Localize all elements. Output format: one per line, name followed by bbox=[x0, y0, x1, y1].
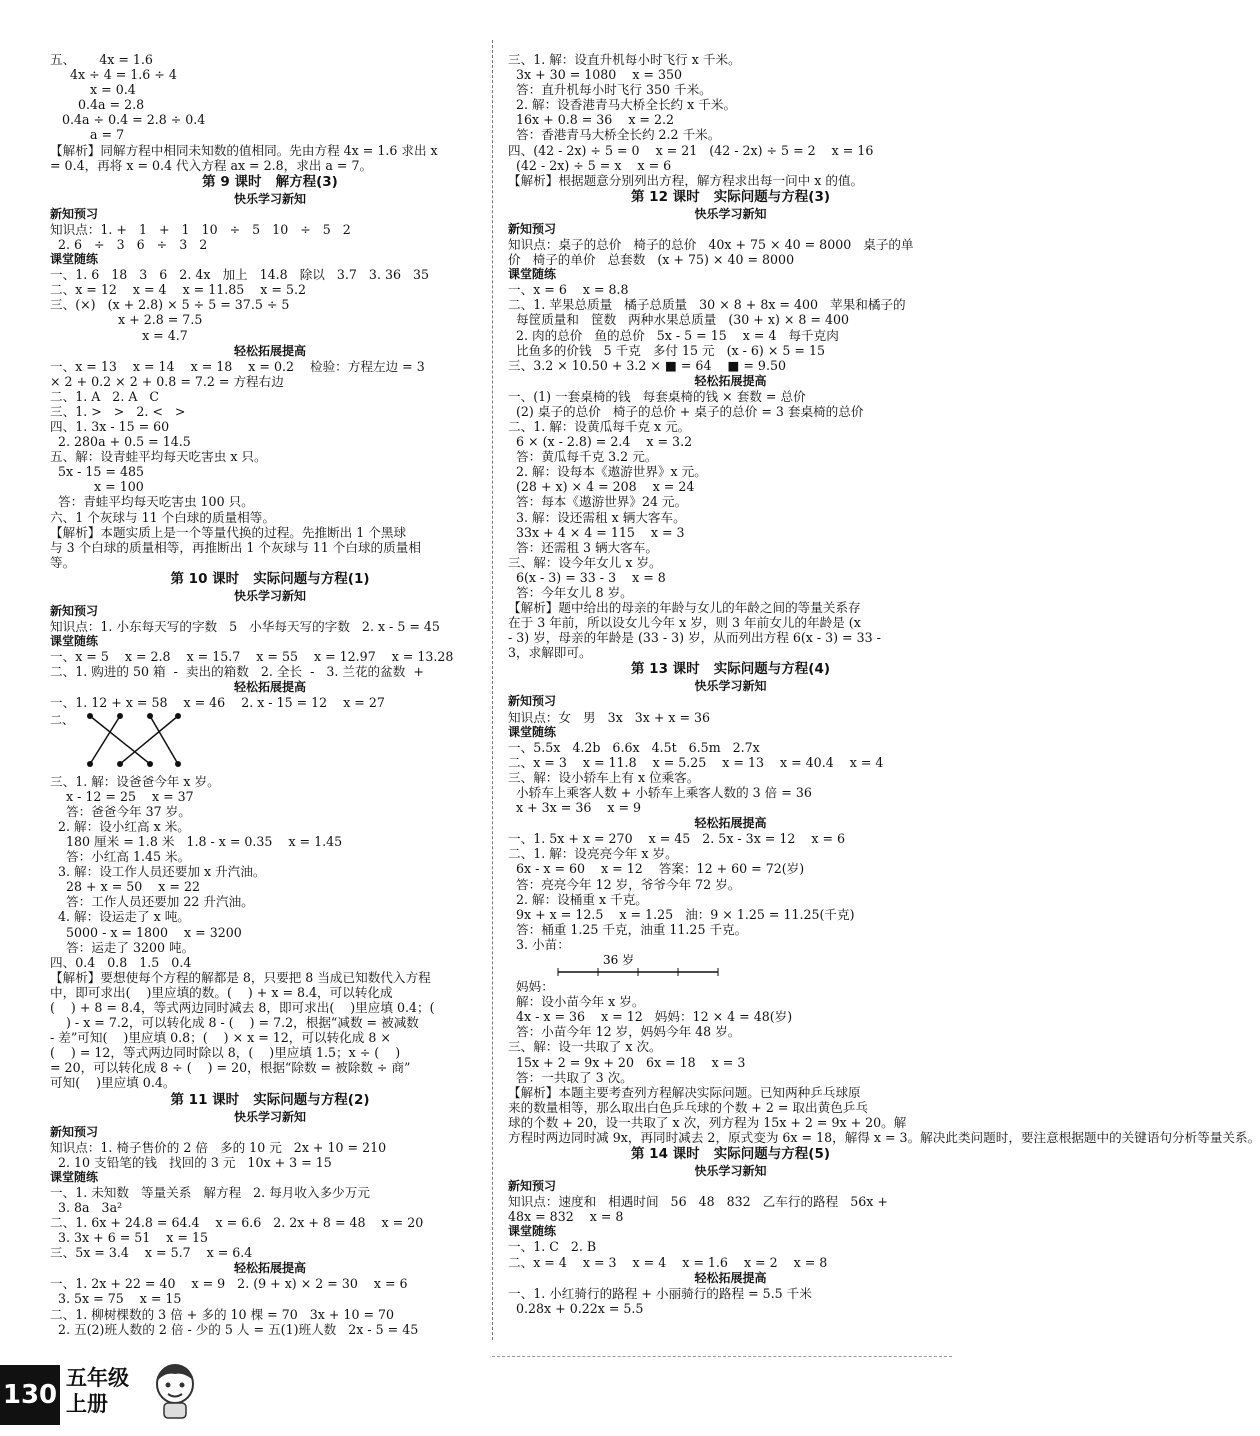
text-line: 知识点：速度和 相遇时间 56 48 832 乙车行的路程 56x + bbox=[508, 1194, 888, 1210]
text-line: 六、1 个灰球与 11 个白球的质量相等。 bbox=[50, 509, 275, 525]
text-line: 答：今年女儿 8 岁。 bbox=[508, 585, 633, 600]
section-subtitle: 快乐学习新知 bbox=[694, 679, 767, 694]
text-line: 答：直升机每小时飞行 350 千米。 bbox=[508, 82, 712, 98]
text-line: 妈妈： bbox=[508, 979, 554, 995]
text-line: 3. 5x = 75 x = 15 bbox=[50, 1291, 182, 1307]
text-line: 解：设小苗今年 x 岁。 bbox=[508, 994, 645, 1010]
text-line: 一、1. 小红骑行的路程 + 小丽骑行的路程 = 5.5 千米 bbox=[508, 1285, 812, 1301]
text-line: 【解析】同解方程中相同未知数的值相同。先由方程 4x = 1.6 求出 x bbox=[50, 142, 438, 158]
grade-label: 五年级 bbox=[66, 1366, 129, 1390]
text-line: 中，即可求出( )里应填的数。( ) + x = 8.4，可以转化成 bbox=[50, 984, 393, 1000]
text-line: 答：还需租 3 辆大客车。 bbox=[508, 539, 658, 555]
text-line: 二、x = 12 x = 4 x = 11.85 x = 5.2 bbox=[50, 282, 306, 298]
text-line: 答：青蛙平均每天吃害虫 100 只。 bbox=[50, 494, 254, 510]
text-line: 15x + 2 = 9x + 20 6x = 18 x = 3 bbox=[508, 1054, 746, 1070]
section-heading: 课堂随练 bbox=[508, 1224, 557, 1239]
text-line: 一、x = 6 x = 8.8 bbox=[508, 282, 629, 298]
text-line: 2. 解：设每本《遨游世界》x 元。 bbox=[508, 464, 707, 480]
text-line: 答：工作人员还要加 22 升汽油。 bbox=[50, 894, 254, 910]
section-heading: 新知预习 bbox=[508, 1179, 557, 1194]
lesson-title: 第 13 课时 实际问题与方程(4) bbox=[630, 661, 831, 678]
segment-label: 36 岁 bbox=[603, 952, 635, 967]
matching-lines-diagram bbox=[50, 710, 250, 770]
section-heading: 新知预习 bbox=[508, 694, 557, 709]
text-line: 答：爸爸今年 37 岁。 bbox=[50, 803, 191, 819]
text-line: 4. 解：设运走了 x 吨。 bbox=[50, 909, 190, 925]
text-line: 2. 五(2)班人数的 2 倍 - 少的 5 人 = 五(1)班人数 2x - 5 = 45 bbox=[50, 1321, 419, 1337]
text-line: 二、1. 苹果总质量 橘子总质量 30 × 8 + 8x = 400 苹果和橘子的 bbox=[508, 297, 906, 313]
text-line: a = 7 bbox=[50, 127, 125, 143]
text-line: 二、1. 柳树棵数的 3 倍 + 多的 10 棵 = 70 3x + 10 = 70 bbox=[50, 1306, 395, 1322]
lesson-title: 第 14 课时 实际问题与方程(5) bbox=[630, 1146, 831, 1163]
section-heading: 新知预习 bbox=[50, 1124, 99, 1139]
text-line: 三、解：设一共取了 x 次。 bbox=[508, 1039, 662, 1055]
text-line: 知识点：1. + 1 + 1 10 ÷ 5 10 ÷ 5 2 bbox=[50, 221, 351, 237]
text-line: 6 × (x - 2.8) = 2.4 x = 3.2 bbox=[508, 434, 693, 450]
section-subtitle: 轻松拓展提高 bbox=[233, 1261, 306, 1276]
text-line: 【解析】题中给出的母亲的年龄与女儿的年龄之间的等量关系存 bbox=[508, 600, 861, 616]
text-line: x + 2.8 = 7.5 bbox=[50, 312, 203, 328]
volume-label: 上册 bbox=[66, 1392, 108, 1416]
text-line: 五、 4x = 1.6 bbox=[50, 52, 153, 67]
text-line: 二、1. 购进的 50 箱 - 卖出的箱数 2. 全长 - 3. 兰花的盆数 + bbox=[50, 664, 424, 680]
text-line: x - 12 = 25 x = 37 bbox=[50, 788, 194, 804]
text-line: 二、x = 3 x = 11.8 x = 5.25 x = 13 x = 40.4 x = 4 bbox=[508, 754, 884, 770]
text-line: 知识点：1. 椅子售价的 2 倍 多的 10 元 2x + 10 = 210 bbox=[50, 1139, 387, 1155]
section-heading: 新知预习 bbox=[50, 603, 99, 618]
section-subtitle: 快乐学习新知 bbox=[694, 206, 767, 221]
text-line: 每筐质量和 筐数 两种水果总质量 (30 + x) × 8 = 400 bbox=[508, 312, 850, 328]
text-line: 可知( )里应填 0.4。 bbox=[50, 1075, 176, 1091]
svg-text:二、: 二、 bbox=[50, 713, 75, 728]
text-line: 二、1. 解：设黄瓜每千克 x 元。 bbox=[508, 418, 691, 434]
text-line: 一、1. 2x + 22 = 40 x = 9 2. (9 + x) × 2 = 30 x = 6 bbox=[50, 1276, 408, 1292]
text-line: 【解析】本题实质上是一个等量代换的过程。先推断出 1 个黑球 bbox=[50, 524, 407, 540]
text-line: x = 100 bbox=[50, 479, 144, 495]
text-line: 知识点：1. 小东每天写的字数 5 小华每天写的字数 2. x - 5 = 45 bbox=[50, 619, 440, 634]
text-line: 4x - x = 36 x = 12 妈妈：12 × 4 = 48(岁) bbox=[508, 1009, 793, 1025]
text-line: 0.28x + 0.22x = 5.5 bbox=[508, 1300, 644, 1316]
text-line: 【解析】根据题意分别列出方程，解方程求出每一问中 x 的值。 bbox=[508, 172, 864, 188]
text-line: 方程时两边同时减 9x，再同时减去 2，原式变为 6x = 18，解得 x = 3。解决此类问题时，要注意根据题中的关键语句分析等量关系。 bbox=[508, 1130, 1260, 1145]
text-line: 3x + 30 = 1080 x = 350 bbox=[508, 67, 683, 83]
text-line: 比鱼多的价钱 5 千克 多付 15 元 (x - 6) × 5 = 15 bbox=[508, 342, 825, 358]
age-segment-diagram bbox=[508, 952, 728, 976]
section-subtitle: 轻松拓展提高 bbox=[233, 680, 306, 695]
text-line: 【解析】要想使每个方程的解都是 8，只要把 8 当成已知数代入方程 bbox=[50, 969, 431, 985]
section-heading: 课堂随练 bbox=[508, 267, 557, 282]
text-line: 180 厘米 = 1.8 米 1.8 - x = 0.35 x = 1.45 bbox=[50, 833, 343, 849]
section-subtitle: 轻松拓展提高 bbox=[233, 343, 306, 358]
text-line: 2. 10 支铅笔的钱 找回的 3 元 10x + 3 = 15 bbox=[50, 1154, 332, 1170]
column-divider bbox=[492, 40, 493, 1340]
text-line: 答：小苗今年 12 岁，妈妈今年 48 岁。 bbox=[508, 1024, 741, 1040]
section-heading: 课堂随练 bbox=[508, 724, 557, 739]
text-line: 2. 解：设小红高 x 米。 bbox=[50, 818, 190, 834]
text-line: (2) 桌子的总价 椅子的总价 + 桌子的总价 = 3 套桌椅的总价 bbox=[508, 403, 864, 419]
text-line: ) - x = 7.2，可以转化成 8 - ( ) = 7.2，根据“减数 = 被减数 bbox=[50, 1015, 419, 1031]
section-subtitle: 快乐学习新知 bbox=[233, 1109, 306, 1124]
text-line: x + 3x = 36 x = 9 bbox=[508, 800, 642, 816]
text-line: 3. 小苗： bbox=[508, 936, 570, 952]
text-line: 48x = 832 x = 8 bbox=[508, 1209, 624, 1225]
text-line: 三、解：设今年女儿 x 岁。 bbox=[508, 554, 662, 570]
text-line: 3，求解即可。 bbox=[508, 645, 592, 661]
text-line: 2. 6 ÷ 3 6 ÷ 3 2 bbox=[50, 236, 208, 252]
text-line: 知识点：女 男 3x 3x + x = 36 bbox=[508, 709, 711, 725]
text-line: 在于 3 年前，所以设女儿今年 x 岁，则 3 年前女儿的年龄是 (x bbox=[508, 615, 861, 631]
text-line: 33x + 4 × 4 = 115 x = 3 bbox=[508, 524, 685, 540]
text-line: x = 4.7 bbox=[50, 327, 188, 343]
text-line: 答：香港青马大桥全长约 2.2 千米。 bbox=[508, 127, 721, 143]
right-column bbox=[508, 52, 1260, 1316]
student-mascot-icon bbox=[150, 1360, 200, 1420]
footer-rule bbox=[492, 1356, 952, 1357]
text-line: (42 - 2x) ÷ 5 = x x = 6 bbox=[508, 157, 672, 173]
section-subtitle: 快乐学习新知 bbox=[233, 191, 306, 206]
text-line: 答：运走了 3200 吨。 bbox=[50, 939, 195, 955]
text-line: 一、1. 未知数 等量关系 解方程 2. 每月收入多少万元 bbox=[50, 1184, 370, 1200]
text-line: 一、1. 12 + x = 58 x = 46 2. x - 15 = 12 x = 27 bbox=[50, 695, 385, 711]
text-line: 球的个数 + 20，设一共取了 x 次，列方程为 15x + 2 = 9x + 20。解 bbox=[508, 1114, 907, 1130]
section-subtitle: 轻松拓展提高 bbox=[694, 373, 767, 388]
text-line: ( ) + 8 = 8.4，等式两边同时减去 8，即可求出( )里应填 0.4；( bbox=[50, 999, 435, 1015]
text-line: 三、5x = 3.4 x = 5.7 x = 6.4 bbox=[50, 1245, 253, 1261]
section-subtitle: 快乐学习新知 bbox=[694, 1164, 767, 1179]
text-line: 一、5.5x 4.2b 6.6x 4.5t 6.5m 2.7x bbox=[508, 739, 760, 755]
text-line: 四、(42 - 2x) ÷ 5 = 0 x = 21 (42 - 2x) ÷ 5 = 2 x = 16 bbox=[508, 142, 874, 158]
text-line: 答：黄瓜每千克 3.2 元。 bbox=[508, 449, 658, 465]
text-line: × 2 + 0.2 × 2 + 0.8 = 7.2 = 方程右边 bbox=[50, 373, 284, 389]
text-line: 一、x = 13 x = 14 x = 18 x = 0.2 检验：方程左边 = 3 bbox=[50, 358, 425, 374]
text-line: 16x + 0.8 = 36 x = 2.2 bbox=[508, 112, 675, 128]
text-line: 答：小红高 1.45 米。 bbox=[50, 849, 191, 865]
text-line: 三、1. 解：设爸爸今年 x 岁。 bbox=[50, 773, 220, 789]
text-line: 价 椅子的单价 总套数 (x + 75) × 40 = 8000 bbox=[508, 252, 795, 268]
text-line: 答：每本《遨游世界》24 元。 bbox=[508, 494, 688, 510]
section-heading: 课堂随练 bbox=[50, 1169, 99, 1184]
text-line: 3. 解：设还需租 x 辆大客车。 bbox=[508, 509, 686, 525]
text-line: 5000 - x = 1800 x = 3200 bbox=[50, 924, 242, 940]
section-heading: 新知预习 bbox=[50, 206, 99, 221]
text-line: (28 + x) × 4 = 208 x = 24 bbox=[508, 479, 695, 495]
text-line: 一、(1) 一套桌椅的钱 每套桌椅的钱 × 套数 = 总价 bbox=[508, 388, 806, 404]
text-line: = 0.4，再将 x = 0.4 代入方程 ax = 2.8，求出 a = 7。 bbox=[50, 157, 373, 173]
text-line: 2. 解：设桶重 x 千克。 bbox=[508, 891, 648, 907]
text-line: 6(x - 3) = 33 - 3 x = 8 bbox=[508, 569, 666, 585]
lesson-title: 第 12 课时 实际问题与方程(3) bbox=[630, 188, 831, 205]
text-line: 三、解：设小轿车上有 x 位乘客。 bbox=[508, 769, 700, 785]
text-line: 一、1. 6 18 3 6 2. 4x 加上 14.8 除以 3.7 3. 36 35 bbox=[50, 267, 430, 283]
lesson-title: 第 11 课时 实际问题与方程(2) bbox=[170, 1091, 370, 1108]
text-line: 5x - 15 = 485 bbox=[50, 464, 145, 480]
text-line: 一、1. C 2. B bbox=[508, 1239, 597, 1255]
page-number: 130 bbox=[0, 1365, 60, 1425]
text-line: 答：亮亮今年 12 岁，爷爷今年 72 岁。 bbox=[508, 876, 741, 892]
text-line: 3. 解：设工作人员还要加 x 升汽油。 bbox=[50, 864, 266, 880]
text-line: 三、3.2 × 10.50 + 3.2 × ■ = 64 ■ = 9.50 bbox=[508, 357, 786, 373]
text-line: 二、1. 6x + 24.8 = 64.4 x = 6.6 2. 2x + 8 = 48 x = 20 bbox=[50, 1215, 424, 1231]
text-line: 【解析】本题主要考查列方程解决实际问题。已知两种乒乓球原 bbox=[508, 1084, 861, 1100]
section-subtitle: 快乐学习新知 bbox=[233, 588, 306, 603]
text-line: 6x - x = 60 x = 12 答案：12 + 60 = 72(岁) bbox=[508, 861, 805, 877]
text-line: 2. 肉的总价 鱼的总价 5x - 5 = 15 x = 4 每千克肉 bbox=[508, 327, 839, 343]
text-line: 五、解：设青蛙平均每天吃害虫 x 只。 bbox=[50, 449, 267, 465]
text-line: 四、0.4 0.8 1.5 0.4 bbox=[50, 954, 192, 970]
section-heading: 课堂随练 bbox=[50, 634, 99, 649]
section-subtitle: 轻松拓展提高 bbox=[694, 1270, 767, 1285]
text-line: 答：桶重 1.25 千克，油重 11.25 千克。 bbox=[508, 921, 748, 937]
section-heading: 课堂随练 bbox=[50, 252, 99, 267]
lesson-title: 第 9 课时 解方程(3) bbox=[202, 173, 338, 190]
text-line: 二、x = 4 x = 3 x = 4 x = 1.6 x = 2 x = 8 bbox=[508, 1254, 828, 1270]
text-line: 3. 8a 3a² bbox=[50, 1200, 123, 1215]
text-line: 一、1. 5x + x = 270 x = 45 2. 5x - 3x = 12 x = 6 bbox=[508, 831, 846, 847]
text-line: 四、1. 3x - 15 = 60 bbox=[50, 418, 170, 434]
text-line: - 差”可知( )里应填 0.8；( ) × x = 12，可以转化成 8 × bbox=[50, 1030, 391, 1046]
text-line: 0.4a = 2.8 bbox=[50, 97, 145, 113]
text-line: 28 + x = 50 x = 22 bbox=[50, 879, 200, 895]
text-line: 4x ÷ 4 = 1.6 ÷ 4 bbox=[50, 67, 177, 83]
text-line: 3. 3x + 6 = 51 x = 15 bbox=[50, 1230, 208, 1246]
text-line: 等。 bbox=[50, 554, 76, 570]
text-line: 三、1. > > 2. < > bbox=[50, 403, 186, 419]
text-line: 二、1. 解：设亮亮今年 x 岁。 bbox=[508, 846, 678, 862]
text-line: 9x + x = 12.5 x = 1.25 油：9 × 1.25 = 11.25(千克) bbox=[508, 906, 855, 922]
text-line: x = 0.4 bbox=[50, 82, 136, 98]
text-line: - 3) 岁，母亲的年龄是 (33 - 3) 岁，从而列出方程 6(x - 3) = 33 - bbox=[508, 630, 881, 646]
text-line: 与 3 个白球的质量相等，再推断出 1 个灰球与 11 个白球的质量相 bbox=[50, 539, 421, 555]
text-line: 答：一共取了 3 次。 bbox=[508, 1069, 633, 1085]
section-heading: 新知预习 bbox=[508, 221, 557, 236]
text-line: 来的数量相等，那么取出白色乒乓球的个数 + 2 = 取出黄色乒乓 bbox=[508, 1099, 868, 1115]
text-line: 三、(×) (x + 2.8) × 5 ÷ 5 = 37.5 ÷ 5 bbox=[50, 297, 290, 313]
text-line: 0.4a ÷ 0.4 = 2.8 ÷ 0.4 bbox=[50, 112, 206, 128]
text-line: 一、x = 5 x = 2.8 x = 15.7 x = 55 x = 12.97 x = 13.28 bbox=[50, 649, 454, 665]
text-line: 三、1. 解：设直升机每小时飞行 x 千米。 bbox=[508, 52, 741, 67]
text-line: 知识点：桌子的总价 椅子的总价 40x + 75 × 40 = 8000 桌子的单 bbox=[508, 236, 914, 252]
left-column bbox=[50, 52, 490, 1337]
section-subtitle: 轻松拓展提高 bbox=[694, 816, 767, 831]
text-line: 2. 解：设香港青马大桥全长约 x 千米。 bbox=[508, 97, 737, 113]
lesson-title: 第 10 课时 实际问题与方程(1) bbox=[170, 570, 370, 587]
text-line: 2. 280a + 0.5 = 14.5 bbox=[50, 434, 191, 450]
text-line: = 20，可以转化成 8 ÷ ( ) = 20，根据“除数 = 被除数 ÷ 商” bbox=[50, 1060, 411, 1076]
text-line: 二、1. A 2. A C bbox=[50, 388, 160, 404]
text-line: ( ) = 12，等式两边同时除以 8，( )里应填 1.5；x ÷ ( ) bbox=[50, 1045, 401, 1061]
text-line: 小轿车上乘客人数 + 小轿车上乘客人数的 3 倍 = 36 bbox=[508, 785, 812, 801]
